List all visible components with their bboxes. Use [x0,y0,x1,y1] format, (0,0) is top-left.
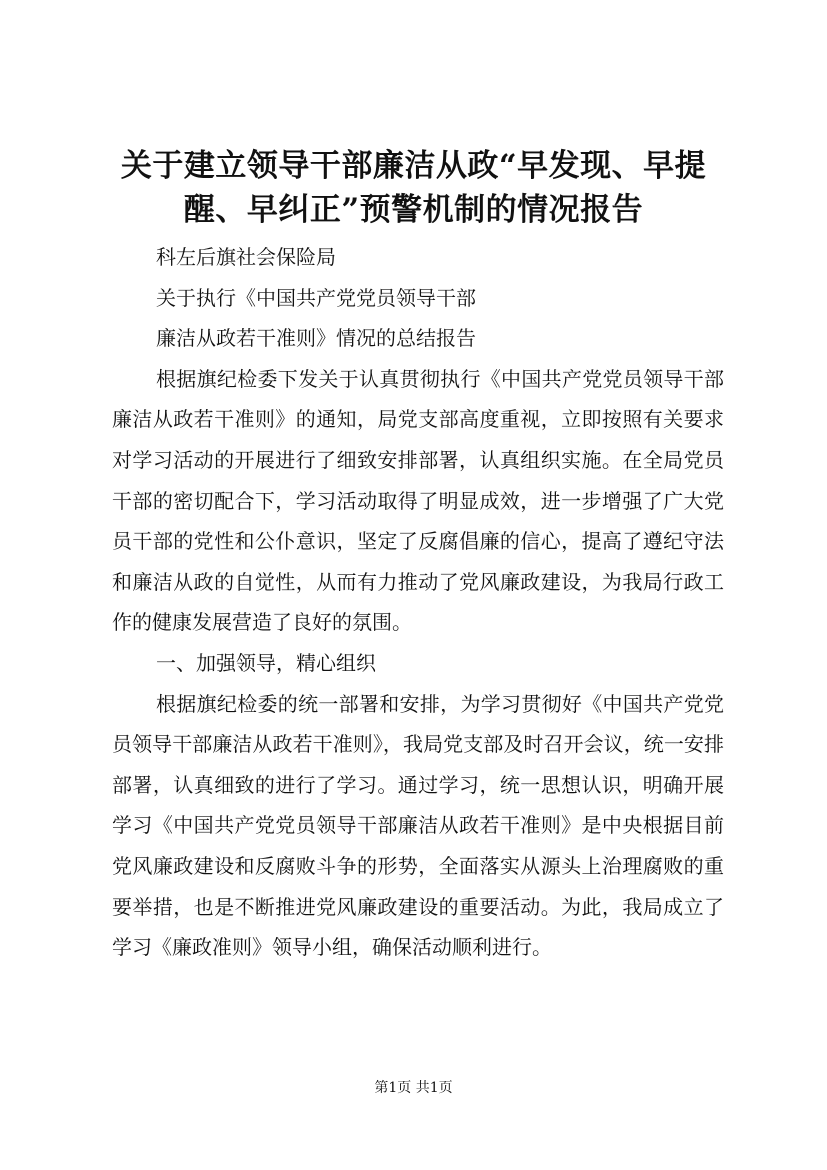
section-heading-1: 一、加强领导，精心组织 [156,650,376,675]
title-line-1: 关于建立领导干部廉洁从政“早发现、早提 [120,148,707,184]
report-subtitle-line-2: 廉洁从政若干准则》情况的总结报告 [156,326,476,351]
report-subtitle-line-1: 关于执行《中国共产党党员领导干部 [156,285,476,310]
document-body [112,237,724,968]
title-line-2: 醒、早纠正”预警机制的情况报告 [183,192,644,228]
page-number: 第1页 共1页 [374,1080,453,1096]
organization-name: 科左后旗社会保险局 [156,245,336,269]
intro-paragraph: 根据旗纪检委下发关于认真贯彻执行《中国共产党党员领导干部廉洁从政若干准则》的通知，局党支部高度重视，立即按照有关要求对学习活动的开展进行了细致安排部署，认真组织实施。在全局党员干部的密切配合下，学习活动取得了明显成效，进一步增强了广大党员干部的党性和公仆意识，坚定了反腐倡廉的信心，提高了遵纪守法和廉洁从政的自觉性，从而有力推动了党风廉政建设，为我局行政工作的健康发展营造了良好的氛围。 [112,366,724,635]
section-1-paragraph: 根据旗纪检委的统一部署和安排，为学习贯彻好《中国共产党党员领导干部廉洁从政若干准则》，我局党支部及时召开会议，统一安排部署，认真细致的进行了学习。通过学习，统一思想认识，明确开展学习《中国共产党党员领导干部廉洁从政若干准则》是中央根据目前党风廉政建设和反腐败斗争的形势，全面落实从源头上治理腐败的重要举措，也是不断推进党风廉政建设的重要活动。为此，我局成立了学习《廉政准则》领导小组，确保活动顺利进行。 [112,691,724,960]
document-title [0,144,827,232]
